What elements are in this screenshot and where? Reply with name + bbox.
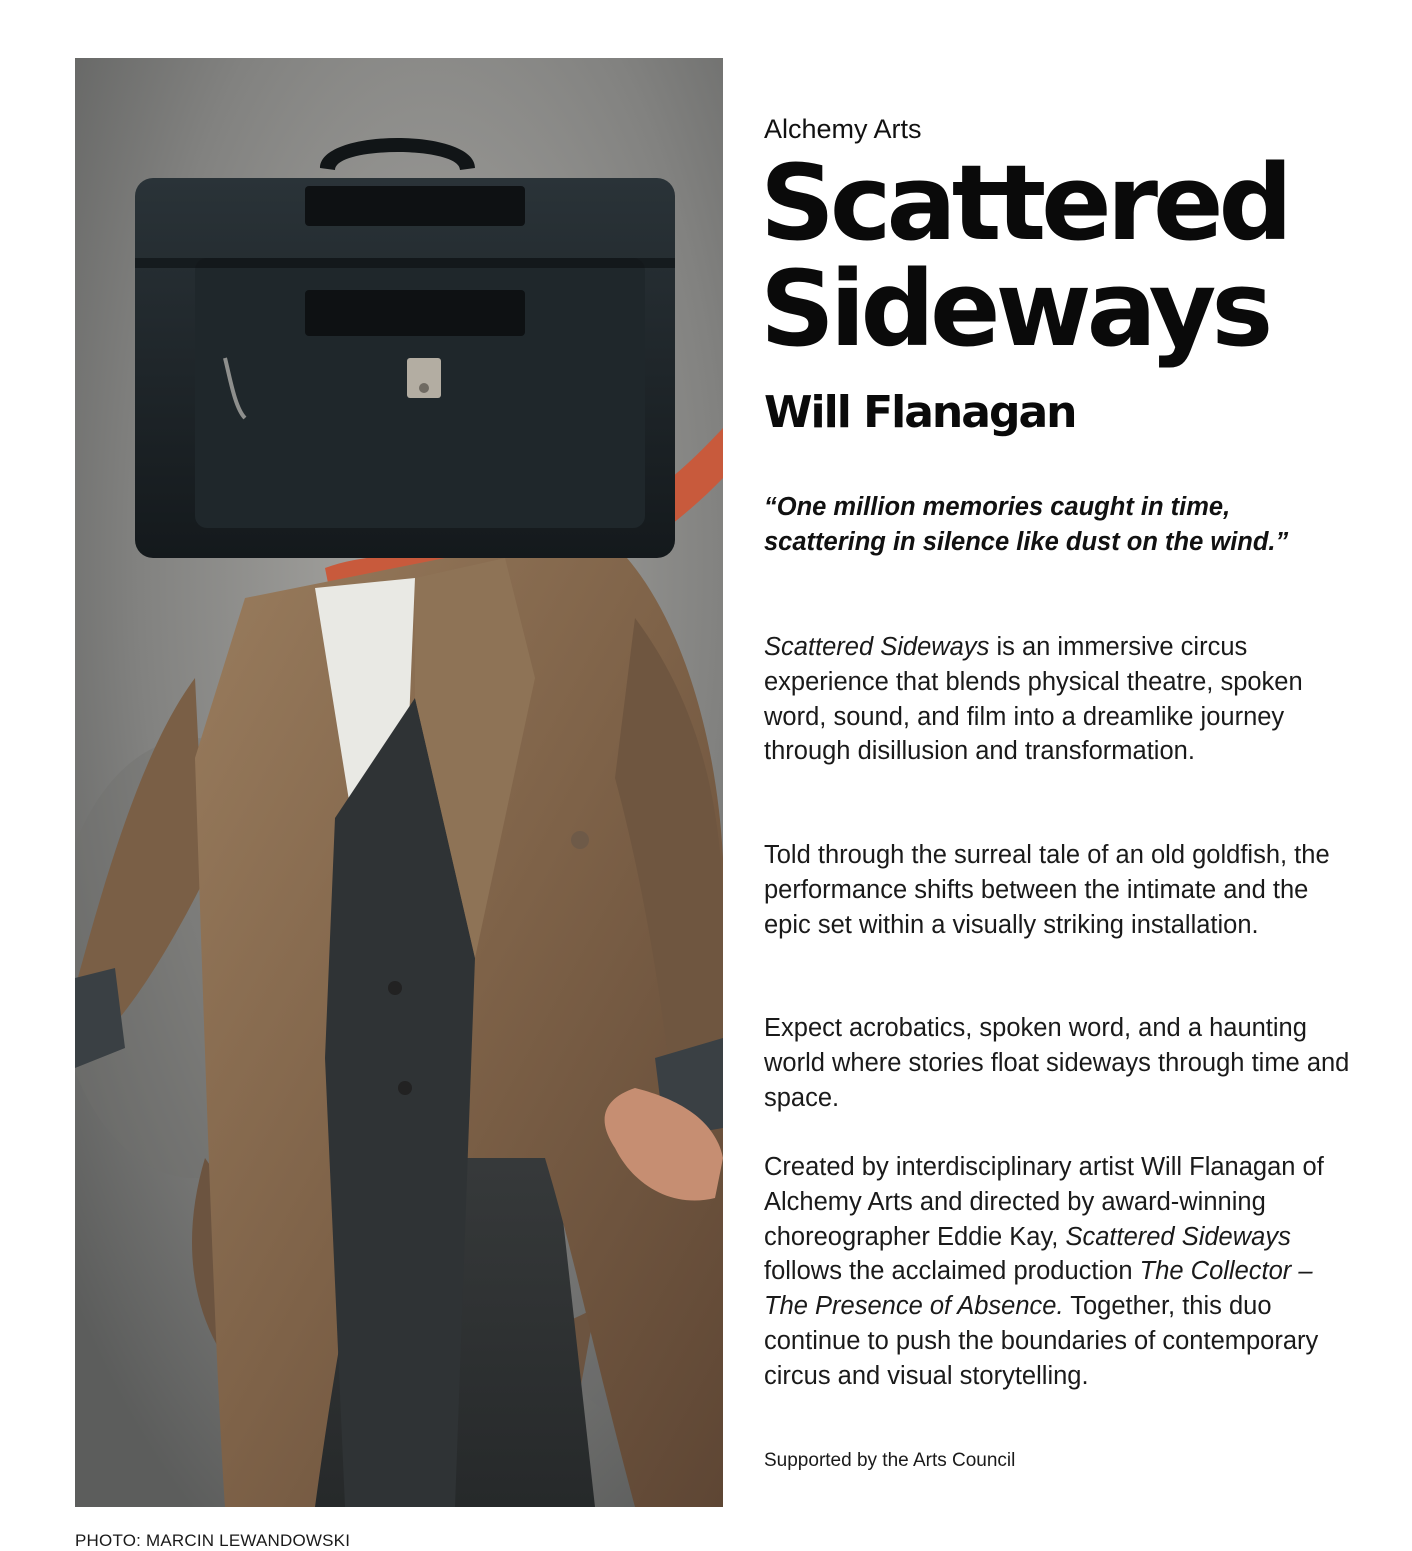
performer-with-briefcase-head-photo: [75, 58, 723, 1507]
show-title-italic: Scattered Sideways: [764, 633, 990, 661]
title-line-1: Scattered: [760, 142, 1288, 264]
show-title: [760, 142, 1288, 370]
paragraph-expect: Expect acrobatics, spoken word, and a haunting world where stories float sideways through time and space.: [764, 1014, 1350, 1112]
pull-quote: “One million memories caught in time, scattering in silence like dust on the wind.”: [764, 493, 1289, 556]
credits-text-b: follows the acclaimed production: [764, 1257, 1140, 1286]
credits-text-c: Together, this duo continue to push the boundaries of contemporary circus and visual storytelling.: [764, 1292, 1319, 1390]
paragraph-story: Told through the surreal tale of an old goldfish, the performance shifts between the intimate and the epic set within a visually striking installation.: [764, 841, 1330, 939]
paragraph-intro: [764, 630, 1354, 769]
artist-name: Will Flanagan: [764, 387, 1076, 438]
performer-photo: [75, 58, 723, 1507]
support-credit: Supported by the Arts Council: [764, 1450, 1016, 1471]
credits-text-a: Created by interdisciplinary artist Will Flanagan of Alchemy Arts and directed by award-winning choreographer Eddie Kay,: [764, 1153, 1324, 1251]
company-name: Alchemy Arts: [764, 114, 922, 144]
title-line-2: Sideways: [760, 248, 1269, 370]
show-title-italic: Scattered Sideways: [1065, 1222, 1291, 1251]
photo-credit: PHOTO: MARCIN LEWANDOWSKI: [75, 1531, 351, 1550]
paragraph-intro-text: is an immersive circus experience that blends physical theatre, spoken word, sound, and film into a dreamlike journey through disillusion and transformation.: [764, 633, 1303, 766]
previous-production-title: The Collector – The Presence of Absence.: [764, 1257, 1313, 1321]
paragraph-credits: [764, 1150, 1354, 1394]
